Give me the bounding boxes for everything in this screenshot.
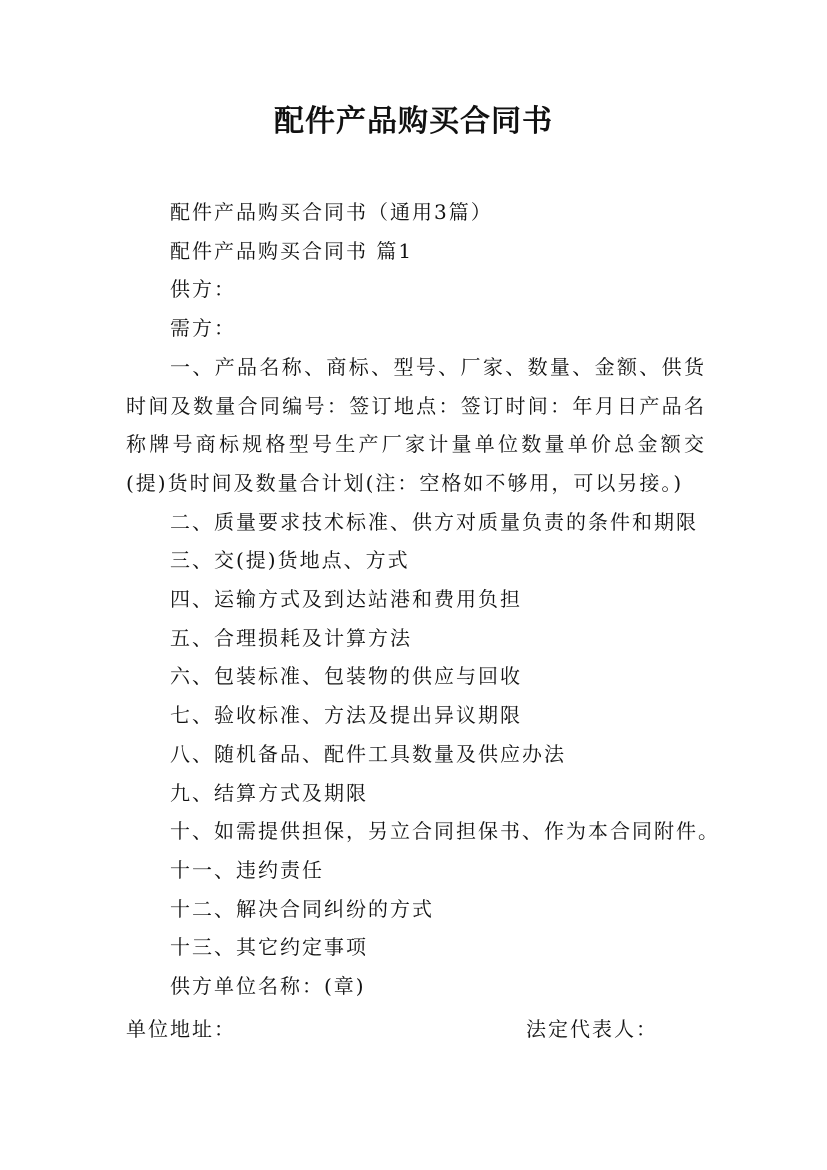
buyer-line: 需方： (170, 316, 236, 341)
clause-13: 十三、其它约定事项 (170, 935, 368, 960)
subtitle-line: 配件产品购买合同书（通用3篇） (170, 200, 493, 224)
signature-row (126, 1010, 706, 1048)
clause-12: 十二、解决合同纠纷的方式 (170, 896, 434, 921)
supplier-unit-name: 供方单位名称：(章) (170, 974, 366, 999)
clause-7: 七、验收标准、方法及提出异议期限 (170, 703, 522, 728)
clause-8: 八、随机备品、配件工具数量及供应办法 (170, 741, 566, 766)
document-body (126, 193, 720, 1006)
clause-1: 一、产品名称、商标、型号、厂家、数量、金额、供货时间及数量合同编号：签订地点：签订时间：年月日产品名称牌号商标规格型号生产厂家计量单位数量单价总金额交(提)货时间及数量合计划(注：空格如不够用，可以另接。) (126, 354, 706, 495)
unit-address-label: 单位地址： (126, 1017, 236, 1041)
supplier-line: 供方： (170, 277, 236, 302)
clause-10: 十、如需提供担保，另立合同担保书、作为本合同附件。 (170, 819, 720, 844)
clause-3: 三、交(提)货地点、方式 (170, 548, 410, 573)
clause-9: 九、结算方式及期限 (170, 780, 368, 805)
clause-5: 五、合理损耗及计算方法 (170, 625, 412, 650)
clause-2: 二、质量要求技术标准、供方对质量负责的条件和期限 (170, 509, 698, 534)
section-heading: 配件产品购买合同书 篇1 (170, 238, 414, 263)
clause-6: 六、包装标准、包装物的供应与回收 (170, 664, 522, 689)
clause-4: 四、运输方式及到达站港和费用负担 (170, 587, 522, 612)
document-title: 配件产品购买合同书 (274, 104, 553, 139)
clause-11: 十一、违约责任 (170, 857, 324, 882)
legal-representative-label: 法定代表人： (526, 1017, 658, 1041)
